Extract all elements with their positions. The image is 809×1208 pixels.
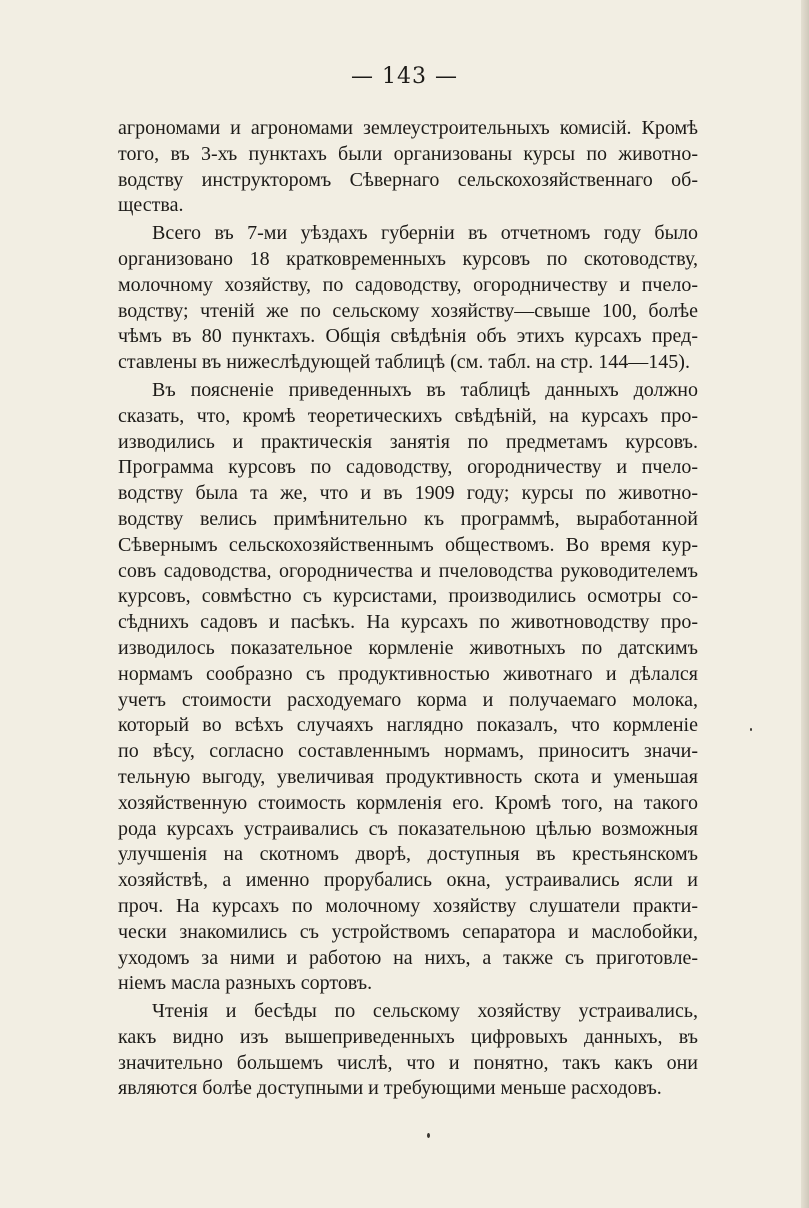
text-line: Программа курсовъ по садоводству, огородничеству и пчело- [118,456,698,479]
paragraph [118,221,698,376]
text-line: чески знакомились съ устройствомъ сепаратора и маслобойки, [118,920,698,943]
text-line: водству велись примѣнительно къ программѣ, выработанной [118,507,698,530]
text-line: рода курсахъ устраивались съ показательною цѣлью возможныя [118,817,698,840]
text-line: учетъ стоимости расходуемаго корма и получаемаго молока, [118,688,698,711]
text-line: улучшенія на скотномъ дворѣ, доступныя въ крестьянскомъ [118,843,698,866]
text-line: сѣднихъ садовъ и пасѣкъ. На курсахъ по животноводству про- [118,611,698,634]
text-line: Сѣвернымъ сельскохозяйственнымъ обществомъ. Во время кур- [118,533,698,556]
text-line: Въ поясненіе приведенныхъ въ таблицѣ данныхъ должно [152,378,698,401]
print-speck [750,728,752,731]
text-line: проч. На курсахъ по молочному хозяйству слушатели практи- [118,894,698,917]
page-number: — 143 — [351,64,458,89]
text-line: по вѣсу, согласно составленнымъ нормамъ, приноситъ значи- [118,740,698,763]
text-line: водству была та же, что и въ 1909 году; курсы по животно- [118,482,698,505]
text-line: агрономами и агрономами землеустроительныхъ комисій. Кромѣ [118,117,698,139]
text-line: являются болѣе доступными и требующими меньше расходовъ. [118,1077,662,1100]
text-line: нормамъ сообразно съ продуктивностью животнаго и дѣлался [118,662,698,685]
text-line: совъ садоводства, огородничества и пчеловодства руководителемъ [118,559,698,582]
paragraph [118,116,698,219]
text-line: водству; чтеній же по сельскому хозяйству—свыше 100, болѣе [118,299,698,322]
text-line: какъ видно изъ вышеприведенныхъ цифровыхъ данныхъ, въ [118,1025,698,1048]
text-line: курсовъ, совмѣстно съ курсистами, производились осмотры со- [118,585,698,608]
text-line: тельную выгоду, увеличивая продуктивность скота и уменьшая [118,765,698,788]
print-speck [427,1133,430,1138]
text-line: ставлены въ нижеслѣдующей таблицѣ (см. табл. на стр. 144—145). [118,351,690,374]
text-line: который во всѣхъ случаяхъ наглядно показалъ, что кормленіе [118,714,698,737]
text-line: организовано 18 кратковременныхъ курсовъ по скотоводству, [118,247,698,270]
text-line: Чтенія и бесѣды по сельскому хозяйству устраивались, [152,1000,698,1023]
text-line: хозяйственную стоимость кормленія его. Кромѣ того, на такого [118,791,698,814]
text-line: Всего въ 7-ми уѣздахъ губерніи въ отчетномъ году было [152,222,698,245]
text-line: изводилось показательное кормленіе животныхъ по датскимъ [118,636,698,659]
text-line: хозяйствѣ, а именно прорубались окна, устраивались ясли и [118,869,698,892]
text-line: чѣмъ въ 80 пунктахъ. Общія свѣдѣнія объ этихъ курсахъ пред- [118,325,698,348]
text-line: того, въ 3-хъ пунктахъ были организованы курсы по животно- [118,142,698,165]
text-line: значительно большемъ числѣ, что и понятно, такъ какъ они [118,1051,698,1074]
text-line: водству инструкторомъ Сѣвернаго сельскохозяйственнаго об- [118,168,698,191]
text-line: сказать, что, кромѣ теоретическихъ свѣдѣній, на курсахъ про- [118,404,698,427]
body-text [118,116,698,1102]
text-line: уходомъ за ними и работою на нихъ, а также съ приготовле- [118,946,698,969]
text-line: ніемъ масла разныхъ сортовъ. [118,972,373,995]
text-line: молочному хозяйству, по садоводству, огородничеству и пчело- [118,273,698,296]
paragraph [118,999,698,1102]
text-line: щества. [118,194,184,217]
text-line: изводились и практическія занятія по предметамъ курсовъ. [118,430,698,453]
page-edge-shadow [801,0,809,1208]
paragraph [118,378,698,997]
